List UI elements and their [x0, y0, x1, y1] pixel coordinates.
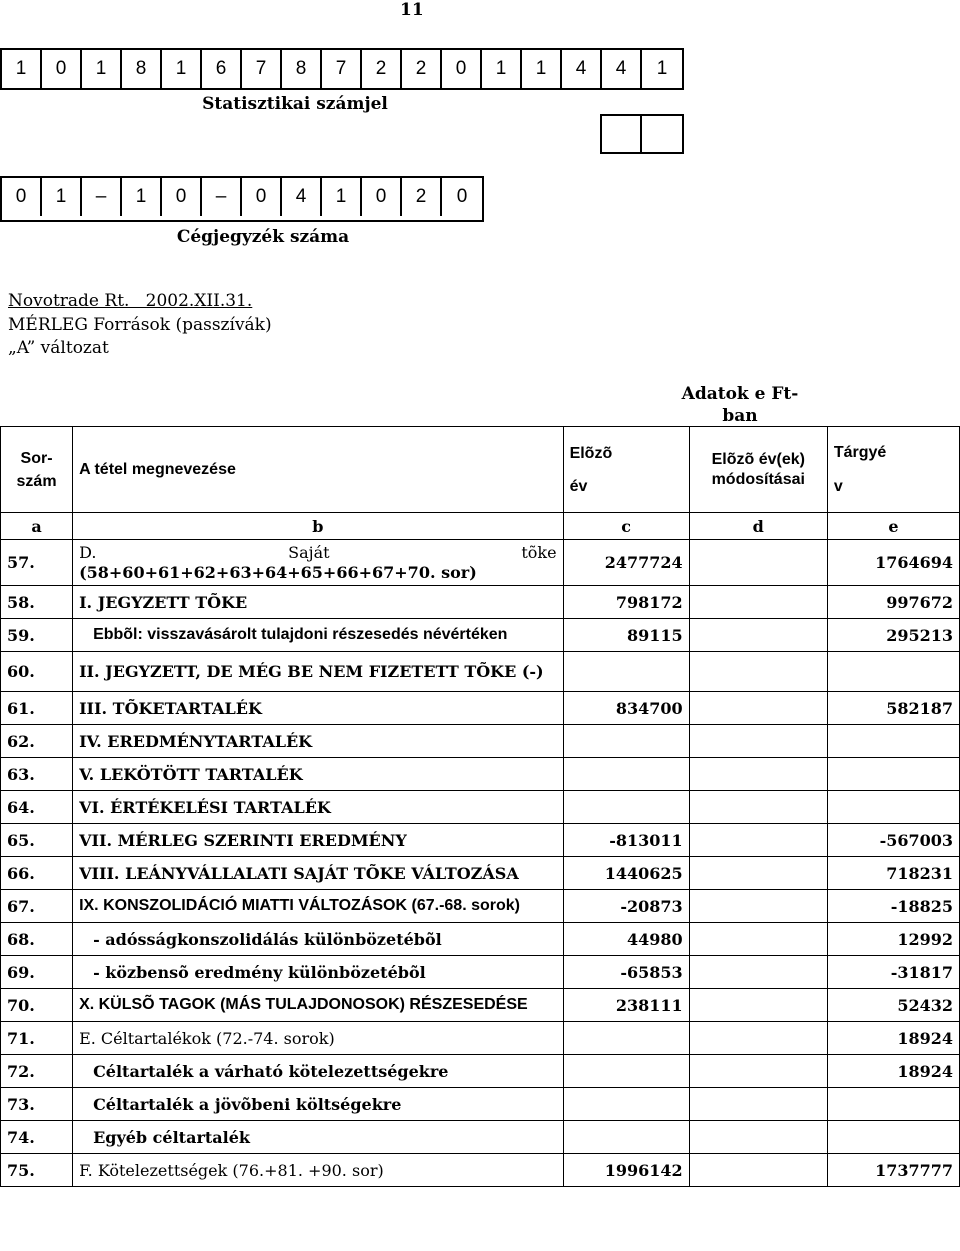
header-text: szám: [16, 472, 57, 490]
row-item-name: IX. KONSZOLIDÁCIÓ MIATTI VÁLTOZÁSOK (67.-68. sorok): [73, 890, 564, 923]
row-number: 75.: [1, 1154, 73, 1187]
table-row: [1, 619, 960, 652]
row-number: 66.: [1, 857, 73, 890]
table-row: [1, 758, 960, 791]
report-title: MÉRLEG Források (passzívák): [8, 315, 272, 335]
reg-no-caption: Cégjegyzék száma: [176, 227, 350, 247]
row-number: 68.: [1, 923, 73, 956]
row-current-year: [827, 652, 959, 692]
digit-cell: 4: [602, 50, 642, 88]
header-item-name: A tétel megnevezése: [73, 427, 564, 513]
row-modifications: [689, 1154, 827, 1187]
digit-cell: 1: [322, 178, 362, 216]
dash-cell: –: [82, 178, 122, 216]
digit-cell: 2: [402, 178, 442, 216]
row-item-text: D.: [79, 542, 97, 562]
row-previous-year: 89115: [563, 619, 689, 652]
row-number: 72.: [1, 1055, 73, 1088]
empty-code-boxes: [600, 114, 684, 154]
digit-cell: 1: [656, 58, 668, 79]
row-modifications: [689, 725, 827, 758]
table-row: [1, 923, 960, 956]
row-previous-year: [563, 1121, 689, 1154]
row-modifications: [689, 652, 827, 692]
digit-cell: 0: [362, 178, 402, 216]
table-row: [1, 1121, 960, 1154]
header-text: v: [833, 477, 843, 495]
row-number: 60.: [1, 652, 73, 692]
row-item-text: tõke: [521, 542, 557, 562]
row-previous-year: [563, 1088, 689, 1121]
row-number: 57.: [1, 540, 73, 586]
digit-cell: 1: [122, 178, 162, 216]
row-number: 58.: [1, 586, 73, 619]
row-current-year: [827, 1088, 959, 1121]
row-item-name-line: [79, 543, 557, 563]
row-modifications: [689, 1022, 827, 1055]
table-row: [1, 989, 960, 1022]
header-current-year: [827, 427, 959, 513]
digit-cell: 7: [242, 50, 282, 88]
row-number: 65.: [1, 824, 73, 857]
digit-cell: 6: [202, 50, 242, 88]
row-modifications: [689, 824, 827, 857]
header-row: [1, 427, 960, 513]
row-modifications: [689, 692, 827, 725]
table-row: [1, 890, 960, 923]
units-note-line-2: ban: [722, 406, 758, 426]
digit-cell: 0: [442, 50, 482, 88]
row-current-year: [827, 725, 959, 758]
header-text: Elõzõ: [569, 444, 613, 462]
column-letter: e: [827, 513, 959, 540]
row-previous-year: 798172: [563, 586, 689, 619]
row-previous-year: 834700: [563, 692, 689, 725]
row-number: 73.: [1, 1088, 73, 1121]
row-number: 69.: [1, 956, 73, 989]
row-previous-year: [563, 652, 689, 692]
row-modifications: [689, 540, 827, 586]
row-item-name: VIII. LEÁNYVÁLLALATI SAJÁT TÕKE VÁLTOZÁSA: [73, 857, 564, 890]
column-letter: c: [563, 513, 689, 540]
row-modifications: [689, 758, 827, 791]
row-previous-year: [563, 1055, 689, 1088]
table-row: [1, 1022, 960, 1055]
row-previous-year: 44980: [563, 923, 689, 956]
digit-cell: 7: [322, 50, 362, 88]
table-row: [1, 824, 960, 857]
digit-cell: 1: [522, 50, 562, 88]
row-number: 63.: [1, 758, 73, 791]
row-item-name: - közbensõ eredmény különbözetébõl: [73, 956, 564, 989]
table-row: [1, 1088, 960, 1121]
row-previous-year: 238111: [563, 989, 689, 1022]
header-text: Tárgyé: [833, 443, 887, 461]
row-current-year: 718231: [827, 857, 959, 890]
column-letter: a: [1, 513, 73, 540]
row-modifications: [689, 1055, 827, 1088]
row-number: 71.: [1, 1022, 73, 1055]
digit-cell: 1: [2, 50, 42, 88]
header-text: Sor-: [20, 449, 53, 467]
table-row: [1, 857, 960, 890]
row-current-year: 52432: [827, 989, 959, 1022]
row-item-name: VI. ÉRTÉKELÉSI TARTALÉK: [73, 791, 564, 824]
row-current-year: 1764694: [827, 540, 959, 586]
row-previous-year: [563, 725, 689, 758]
row-current-year: 295213: [827, 619, 959, 652]
digit-cell: 1: [42, 178, 82, 216]
digit-cell: 1: [82, 50, 122, 88]
row-current-year: -18825: [827, 890, 959, 923]
column-letter-row: [1, 513, 960, 540]
table-row: [1, 725, 960, 758]
variant-label: „A” változat: [8, 338, 109, 358]
row-modifications: [689, 586, 827, 619]
table-row: [1, 540, 960, 586]
row-previous-year: [563, 758, 689, 791]
table-row: [1, 791, 960, 824]
row-item-name: IV. EREDMÉNYTARTALÉK: [73, 725, 564, 758]
row-number: 70.: [1, 989, 73, 1022]
row-modifications: [689, 857, 827, 890]
row-modifications: [689, 890, 827, 923]
row-previous-year: 2477724: [563, 540, 689, 586]
row-item-name: II. JEGYZETT, DE MÉG BE NEM FIZETETT TÕKE (-): [73, 652, 564, 692]
row-item-name: Ebbõl: visszavásárolt tulajdoni részesedés névértéken: [73, 619, 564, 652]
row-current-year: 997672: [827, 586, 959, 619]
row-modifications: [689, 1121, 827, 1154]
row-number: 61.: [1, 692, 73, 725]
column-letter: b: [73, 513, 564, 540]
balance-table: [0, 426, 960, 1187]
row-item-text: Saját: [288, 542, 330, 562]
row-modifications: [689, 989, 827, 1022]
page-number: 11: [400, 0, 424, 20]
digit-cell: 0: [162, 178, 202, 216]
header-text: év: [569, 477, 588, 495]
table-row: [1, 956, 960, 989]
row-current-year: -31817: [827, 956, 959, 989]
digit-cell: 0: [42, 50, 82, 88]
digit-cell: 2: [402, 50, 442, 88]
row-current-year: 582187: [827, 692, 959, 725]
digit-cell: 8: [282, 50, 322, 88]
row-item-name: Céltartalék a várható kötelezettségekre: [73, 1055, 564, 1088]
header-text: Elõzõ év(ek): [711, 450, 805, 468]
digit-cell: 2: [362, 50, 402, 88]
header-row-number: [1, 427, 73, 513]
row-current-year: 18924: [827, 1022, 959, 1055]
row-previous-year: -65853: [563, 956, 689, 989]
digit-cell: 0: [456, 186, 468, 207]
row-item-name: E. Céltartalékok (72.-74. sorok): [73, 1022, 564, 1055]
row-item-name: VII. MÉRLEG SZERINTI EREDMÉNY: [73, 824, 564, 857]
row-number: 62.: [1, 725, 73, 758]
row-previous-year: -20873: [563, 890, 689, 923]
header-modifications: [689, 427, 827, 513]
header-previous-year: [563, 427, 689, 513]
header-text: módosításai: [711, 470, 805, 488]
digit-cell: 4: [282, 178, 322, 216]
row-item-name: V. LEKÖTÖTT TARTALÉK: [73, 758, 564, 791]
table-row: [1, 586, 960, 619]
row-current-year: [827, 758, 959, 791]
units-note: [680, 383, 800, 427]
table-row: [1, 1154, 960, 1187]
stat-id-caption: Statisztikai számjel: [202, 94, 388, 114]
row-modifications: [689, 791, 827, 824]
digit-cell: 0: [2, 178, 42, 216]
dash-cell: –: [202, 178, 242, 216]
table-row: [1, 692, 960, 725]
row-item-name: X. KÜLSÕ TAGOK (MÁS TULAJDONOSOK) RÉSZESEDÉSE: [73, 989, 564, 1022]
row-modifications: [689, 1088, 827, 1121]
row-item-text: (58+60+61+62+63+64+65+66+67+70. sor): [79, 562, 477, 582]
digit-cell: 4: [562, 50, 602, 88]
row-number: 74.: [1, 1121, 73, 1154]
empty-cell: [642, 116, 682, 154]
row-current-year: -567003: [827, 824, 959, 857]
row-modifications: [689, 923, 827, 956]
digit-cell: 8: [122, 50, 162, 88]
digit-cell: 1: [162, 50, 202, 88]
row-previous-year: [563, 791, 689, 824]
row-current-year: 12992: [827, 923, 959, 956]
column-letter: d: [689, 513, 827, 540]
row-item-name: III. TÕKETARTALÉK: [73, 692, 564, 725]
row-item-name: Egyéb céltartalék: [73, 1121, 564, 1154]
units-note-line-1: Adatok e Ft-: [681, 384, 799, 404]
stat-id-boxes: [0, 48, 684, 90]
row-item-name: [73, 540, 564, 586]
row-number: 64.: [1, 791, 73, 824]
row-item-name: I. JEGYZETT TÕKE: [73, 586, 564, 619]
row-number: 59.: [1, 619, 73, 652]
empty-cell: [602, 116, 642, 154]
company-line: Novotrade Rt. 2002.XII.31.: [8, 291, 253, 311]
digit-cell: 1: [482, 50, 522, 88]
row-number: 67.: [1, 890, 73, 923]
table-row: [1, 652, 960, 692]
row-modifications: [689, 619, 827, 652]
reg-no-boxes: [0, 176, 484, 222]
row-current-year: [827, 1121, 959, 1154]
row-current-year: [827, 791, 959, 824]
row-current-year: 18924: [827, 1055, 959, 1088]
row-previous-year: [563, 1022, 689, 1055]
table-row: [1, 1055, 960, 1088]
row-modifications: [689, 956, 827, 989]
row-current-year: 1737777: [827, 1154, 959, 1187]
row-item-name: - adósságkonszolidálás különbözetébõl: [73, 923, 564, 956]
row-item-name: Céltartalék a jövõbeni költségekre: [73, 1088, 564, 1121]
row-item-name: F. Kötelezettségek (76.+81. +90. sor): [73, 1154, 564, 1187]
row-previous-year: -813011: [563, 824, 689, 857]
row-previous-year: 1996142: [563, 1154, 689, 1187]
row-previous-year: 1440625: [563, 857, 689, 890]
digit-cell: 0: [242, 178, 282, 216]
